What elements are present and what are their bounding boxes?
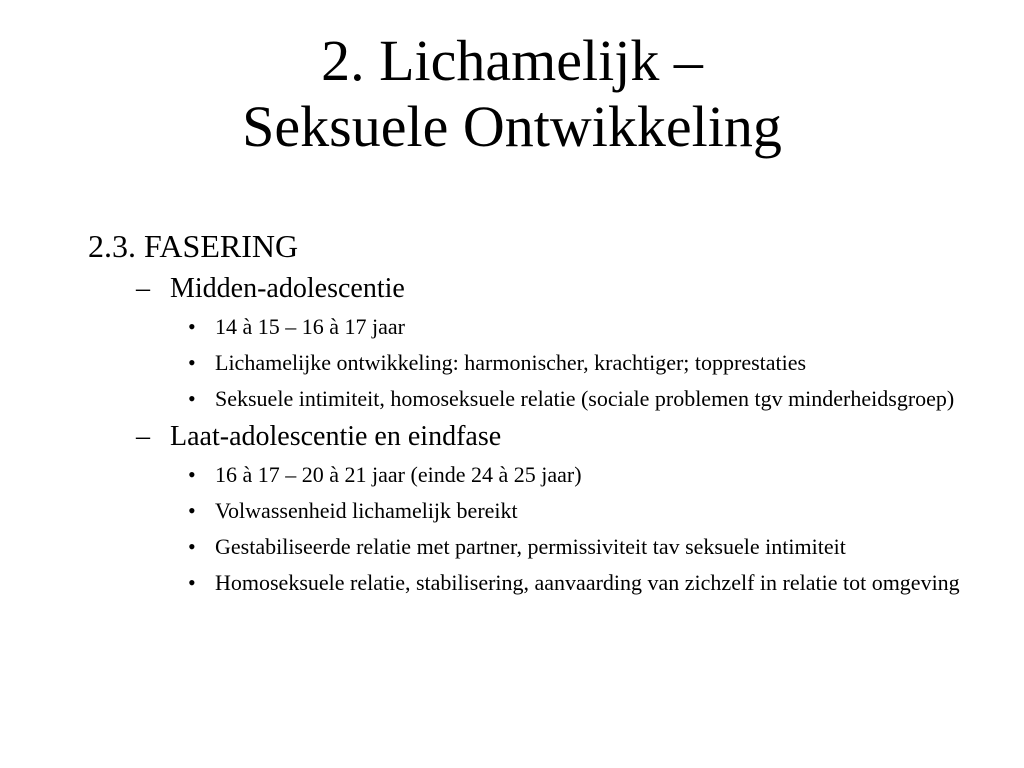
phase-heading-text: Laat-adolescentie en eindfase [170, 421, 502, 452]
phase-heading [88, 272, 968, 306]
bullet-text: Gestabiliseerde relatie met partner, permissiviteit tav seksuele intimiteit [215, 534, 846, 559]
phase-bullet-list [88, 312, 968, 414]
slide-title-line-1: 2. Lichamelijk – [321, 28, 703, 93]
bullet-text: Homoseksuele relatie, stabilisering, aanvaarding van zichzelf in relatie tot omgeving [215, 570, 960, 595]
bullet-item [88, 348, 968, 378]
bullet-marker: • [188, 314, 196, 339]
bullet-marker: • [188, 350, 196, 375]
bullet-text: Volwassenheid lichamelijk bereikt [215, 498, 518, 523]
phase-group-laat [88, 420, 968, 598]
bullet-marker: • [188, 462, 196, 487]
slide-title-line-2: Seksuele Ontwikkeling [242, 94, 782, 159]
phase-bullet-list [88, 460, 968, 598]
bullet-item [88, 568, 968, 598]
phase-heading-text: Midden-adolescentie [170, 273, 405, 304]
bullet-marker: • [188, 570, 196, 595]
bullet-text: 16 à 17 – 20 à 21 jaar (einde 24 à 25 jaar) [215, 462, 582, 487]
bullet-marker: • [188, 498, 196, 523]
bullet-text: Seksuele intimiteit, homoseksuele relatie (sociale problemen tgv minderheidsgroep) [215, 386, 955, 411]
bullet-marker: • [188, 386, 196, 411]
slide-title [0, 28, 1024, 160]
dash-marker: – [136, 273, 150, 304]
bullet-item [88, 532, 968, 562]
bullet-item [88, 384, 968, 414]
section-heading: 2.3. FASERING [88, 228, 299, 264]
bullet-text: Lichamelijke ontwikkeling: harmonischer, krachtiger; topprestaties [215, 350, 807, 375]
bullet-text: 14 à 15 – 16 à 17 jaar [215, 314, 405, 339]
bullet-item [88, 460, 968, 490]
dash-marker: – [136, 421, 150, 452]
bullet-item [88, 496, 968, 526]
slide-body [88, 226, 968, 604]
phase-group-midden [88, 272, 968, 414]
phase-heading [88, 420, 968, 454]
bullet-marker: • [188, 534, 196, 559]
bullet-item [88, 312, 968, 342]
